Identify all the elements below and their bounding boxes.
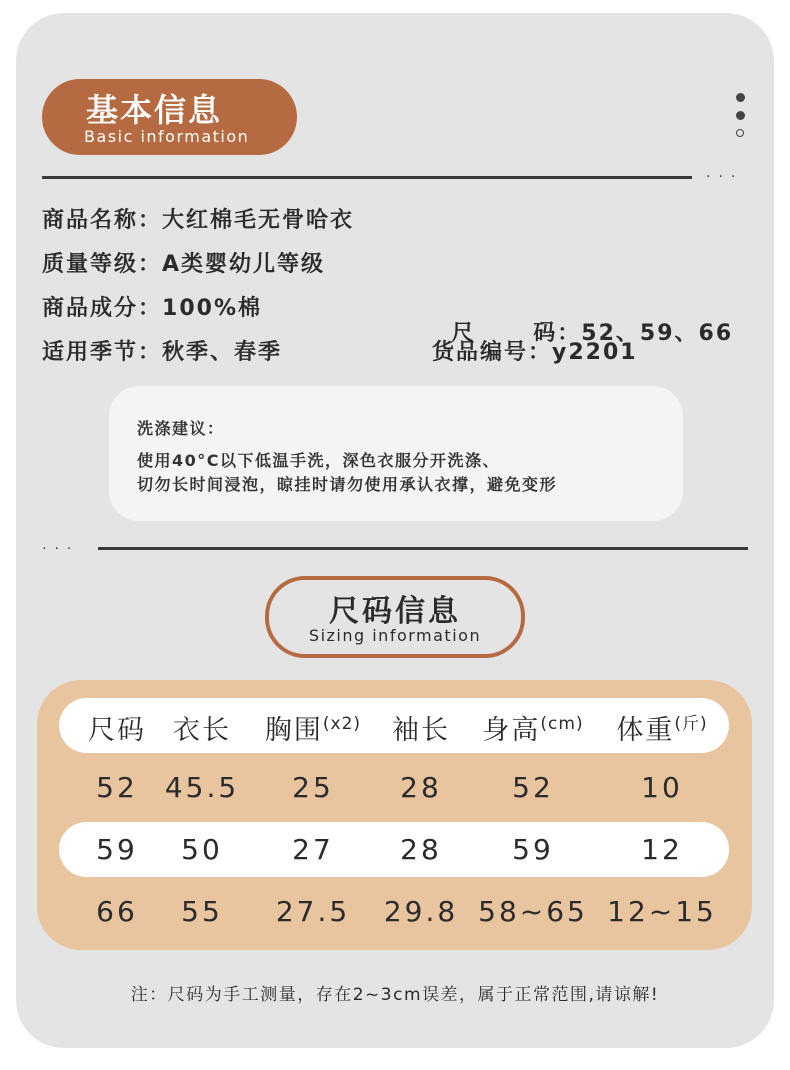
info-row-season [42,335,282,366]
table-cell: 59 [512,833,554,866]
divider-top [42,176,692,179]
header-size: 尺码 [88,715,146,746]
info-row-grade [42,247,325,278]
divider-dots-icon: ··· [706,169,744,185]
basic-info-badge [42,79,297,155]
sizing-info-subtitle: Sizing information [308,626,482,645]
table-cell: 12~15 [607,895,717,928]
wash-advice-line: 使用40°C以下低温手洗，深色衣服分开洗涤、 [137,451,501,470]
wash-advice-title: 洗涤建议： [137,419,225,438]
sizing-info-badge [265,576,525,658]
info-value: 100%棉 [162,296,262,321]
more-dots-icon [736,93,748,146]
info-row-sku [432,335,638,366]
table-cell: 59 [96,833,138,866]
info-value: A类婴幼儿等级 [162,252,326,277]
table-cell: 58~65 [478,895,588,928]
table-cell: 45.5 [164,771,240,804]
info-row-material [42,291,262,322]
table-cell: 10 [641,771,683,804]
header-sleeve: 袖长 [392,715,450,746]
table-cell: 27.5 [275,895,351,928]
table-cell: 28 [400,771,442,804]
basic-info-title: 基本信息 [86,91,223,129]
table-cell: 29.8 [383,895,459,928]
header-weight: 体重$^{(斤)}$ [616,714,708,746]
table-cell: 66 [96,895,138,928]
table-cell: 12 [641,833,683,866]
header-chest: 胸围$^{(x2)}$ [264,714,362,746]
sizing-info-title: 尺码信息 [329,594,461,629]
basic-info-subtitle: Basic information [84,127,250,146]
divider-dots-icon: ··· [42,541,80,557]
info-value: 大红棉毛无骨哈衣 [162,208,355,233]
info-label: 货品编号： [432,340,553,365]
size-table [37,680,752,950]
info-label: 适用季节： [42,340,163,365]
info-value: 秋季、春季 [162,340,283,365]
info-value: y2201 [552,340,638,365]
info-label: 尺 码： [451,321,582,346]
info-row-name [42,203,354,234]
wash-advice-box [109,386,683,521]
table-cell: 52 [96,771,138,804]
info-label: 质量等级： [42,252,163,277]
table-cell: 50 [181,833,223,866]
wash-advice-line: 切勿长时间浸泡，晾挂时请勿使用承认衣撑，避免变形 [137,475,558,494]
table-cell: 28 [400,833,442,866]
measurement-note: 注：尺码为手工测量，存在2~3cm误差，属于正常范围,请谅解! [130,985,660,1005]
table-cell: 25 [292,771,334,804]
table-cell: 52 [512,771,554,804]
header-height: 身高$^{(cm)}$ [482,714,584,746]
table-cell: 55 [181,895,223,928]
info-label: 商品名称： [42,208,163,233]
table-cell: 27 [292,833,334,866]
info-label: 商品成分： [42,296,163,321]
divider-middle [98,547,748,550]
info-value: 52、59、66 [581,321,734,346]
header-length: 衣长 [173,715,231,746]
